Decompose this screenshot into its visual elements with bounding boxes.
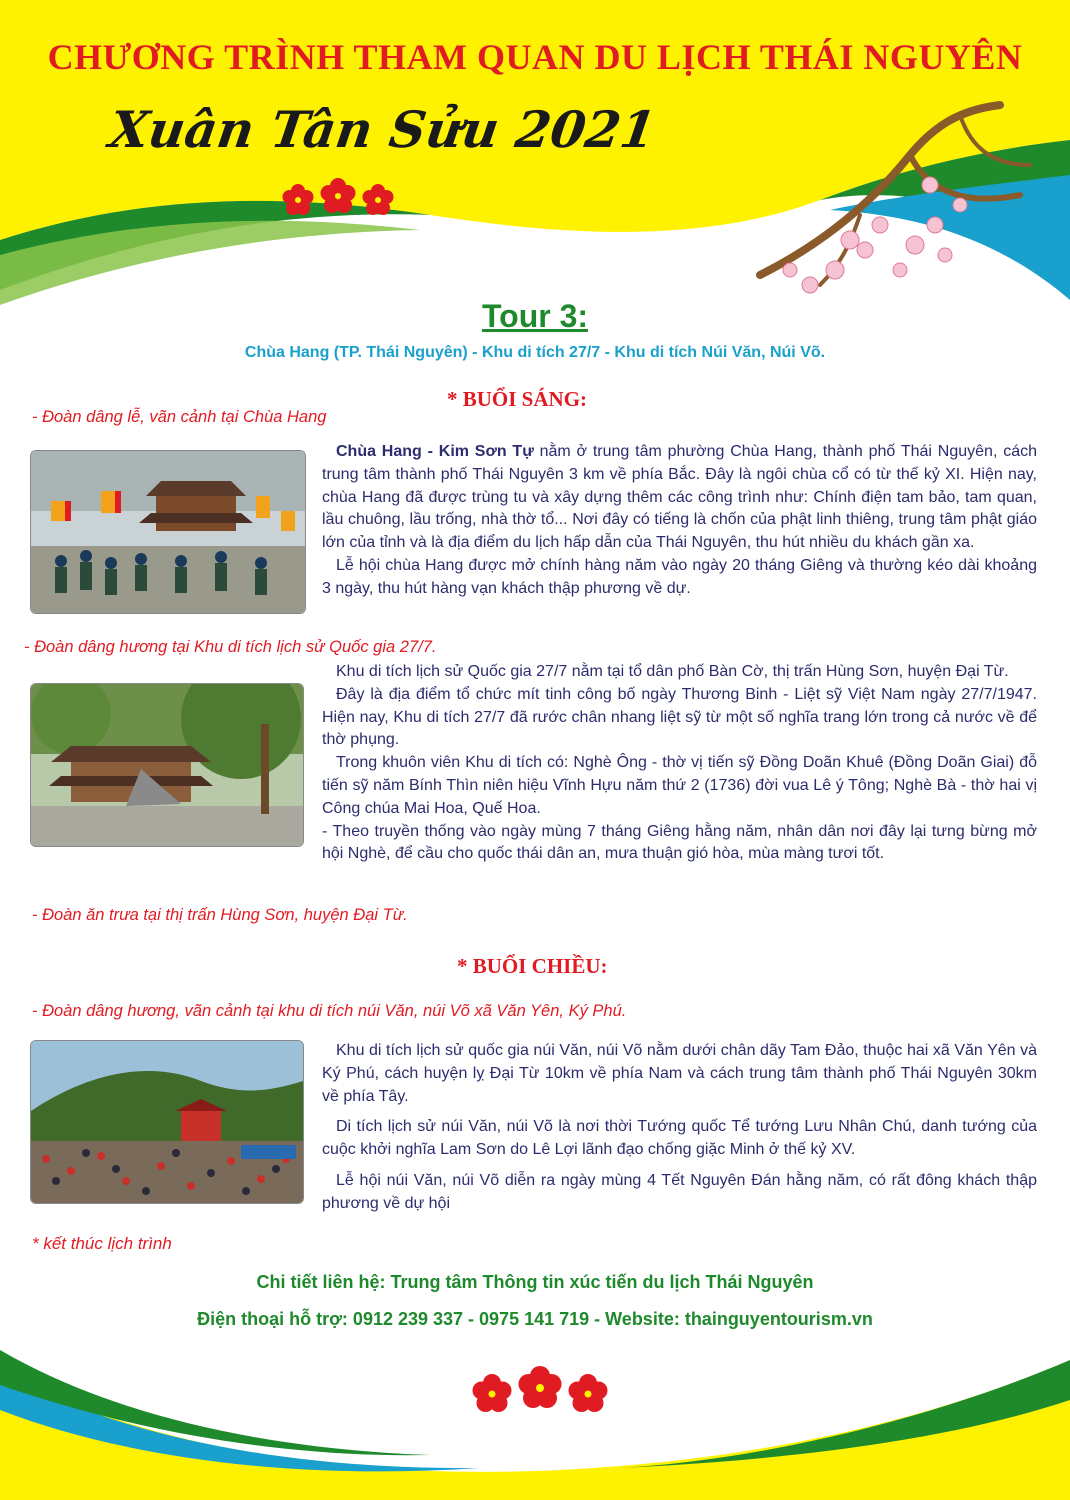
contact-phone-website: Điện thoại hỗ trợ: 0912 239 337 - 0975 141 719 - Website: thainguyentourism.vn xyxy=(197,1309,873,1329)
end-note: * kết thúc lịch trình xyxy=(32,1234,172,1253)
blossom-branch-decoration xyxy=(700,85,1070,315)
apricot-flower-icon xyxy=(278,176,398,220)
nui-van-nui-vo-photo xyxy=(30,1040,304,1204)
page-subtitle: Xuân Tân Sửu 2021 xyxy=(105,100,660,159)
afternoon-caption: - Đoàn dâng hương, vãn cảnh tại khu di tích núi Văn, núi Võ xã Văn Yên, Ký Phú. xyxy=(32,1002,627,1020)
chua-hang-name: Chùa Hang - Kim Sơn Tự xyxy=(336,443,534,460)
afternoon-heading: * BUỔI CHIỀU: xyxy=(457,954,608,978)
page-title: CHƯƠNG TRÌNH THAM QUAN DU LỊCH THÁI NGUYÊN xyxy=(47,37,1023,77)
chua-hang-description: Chùa Hang - Kim Sơn Tự nằm ở trung tâm phường Chùa Hang, thành phố Thái Nguyên, cách trung tâm thành phố Thái Nguyên 3 km về phía Bắc. Đây là ngôi chùa cổ có từ thế kỷ XI. Hiện nay, chùa Hang đã được trùng tu và xây dựng thêm các công trình như: Chính điện tam bảo, tam quan, lầu chuông, lầu trống, nhà thờ tổ... Nơi đây có tiếng là chốn của phật linh thiêng, trung tâm phật giáo lớn của tỉnh và là địa điểm du lịch hấp dẫn của Thái Nguyên, thu hút nhiều du khách gần xa. Lễ hội chùa Hang được mở chính hàng năm vào ngày 20 tháng Giêng và thường kéo dài khoảng 3 ngày, thu hút hàng vạn khách thập phương về dự. xyxy=(322,443,1037,597)
chua-hang-photo xyxy=(30,450,306,614)
tour-route: Chùa Hang (TP. Thái Nguyên) - Khu di tích 27/7 - Khu di tích Núi Văn, Núi Võ. xyxy=(244,344,826,361)
nui-van-nui-vo-description: Khu di tích lịch sử quốc gia núi Văn, núi Võ nằm dưới chân dãy Tam Đảo, thuộc hai xã Văn Yên và Ký Phú, cách huyện lỵ Đại Từ 10km về phía Nam và cách trung tâm thành phố Thái Nguyên 30km về phía Tây. Di tích lịch sử núi Văn, núi Võ là nơi thời Tướng quốc Tể tướng Lưu Nhân Chú, danh tướng của cuộc khởi nghĩa Lam Sơn do Lê Lợi lãnh đạo chống giặc Minh ở thế kỷ XV. Lễ hội núi Văn, núi Võ diễn ra ngày mùng 4 Tết Nguyên Đán hằng năm, có rất đông khách thập phương về dự hội xyxy=(322,1042,1037,1212)
relic-27-7-photo xyxy=(30,683,304,847)
morning-heading: * BUỔI SÁNG: xyxy=(447,387,588,411)
morning-item2-caption: - Đoàn dâng hương tại Khu di tích lịch sử Quốc gia 27/7. xyxy=(24,638,437,656)
morning-item1-caption: - Đoàn dâng lễ, vãn cảnh tại Chùa Hang xyxy=(32,408,327,426)
footer-apricot-flower-icon xyxy=(470,1360,610,1420)
lunch-note: - Đoàn ăn trưa tại thị trấn Hùng Sơn, huyện Đại Từ. xyxy=(32,906,408,924)
tour-title: Tour 3: xyxy=(481,298,589,334)
relic-27-7-description: Khu di tích lịch sử Quốc gia 27/7 nằm tại tổ dân phố Bàn Cờ, thị trấn Hùng Sơn, huyện Đại Từ. Đây là địa điểm tổ chức mít tinh công bố ngày Thương Binh - Liệt sỹ Việt Nam ngày 27/7/1947. Hiện nay, Khu di tích 27/7 đã rước chân nhang liệt sỹ từ một số nghĩa trang lớn trong cả nước về để thờ phụng. Trong khuôn viên Khu di tích có: Nghè Ông - thờ vị tiến sỹ Đồng Doãn Khuê (Đồng Doãn Giai) đỗ tiến sỹ năm Bính Thìn niên hiệu Vĩnh Hựu năm thứ 2 (1736) đời vua Lê ý Tông; Nghè Bà - thờ hai vị Công chúa Mai Hoa, Quế Hoa. - Theo truyền thống vào ngày mùng 7 tháng Giêng hằng năm, nhân dân nơi đây lại tưng bừng mở hội Nghè, để cầu cho quốc thái dân an, mưa thuận gió hòa, mùa màng tươi tốt. xyxy=(322,663,1037,863)
contact-info: Chi tiết liên hệ: Trung tâm Thông tin xúc tiến du lịch Thái Nguyên xyxy=(256,1272,814,1292)
